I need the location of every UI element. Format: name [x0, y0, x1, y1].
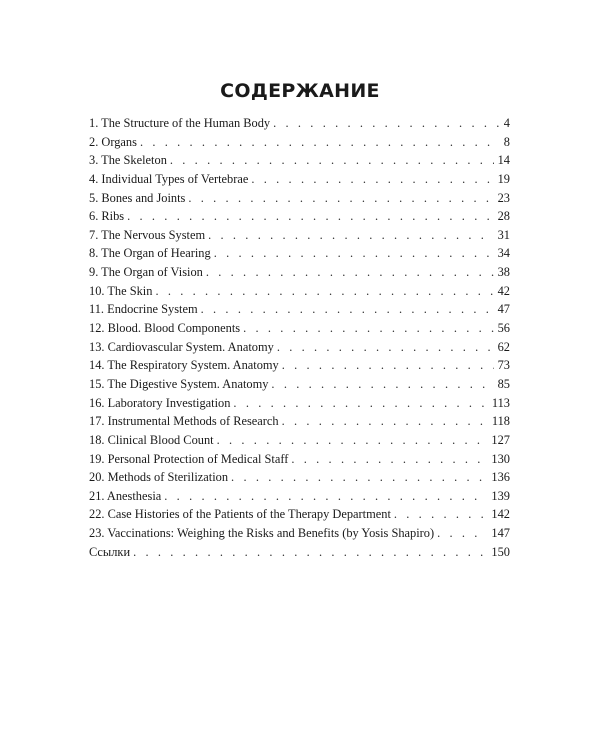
dot-leader: [231, 468, 487, 487]
toc-entry-title: 20. Methods of Sterilization: [89, 470, 229, 485]
toc-page-number: 85: [497, 376, 510, 391]
toc-entry-title: 22. Case Histories of the Patients of the Therapy Department: [89, 507, 391, 522]
toc-entry-title: 16. Laboratory Investigation: [89, 395, 231, 410]
toc-page-number: 8: [503, 134, 510, 149]
toc-entry-title: 21. Anesthesia: [89, 488, 162, 503]
toc-entry: [89, 282, 510, 301]
toc-entry: [89, 543, 510, 562]
toc-entry: [89, 356, 510, 375]
toc-page-number: 23: [497, 190, 510, 205]
dot-leader: [170, 151, 494, 170]
toc-page-number: 34: [497, 246, 510, 261]
toc-entry-title: 11. Endocrine System: [89, 302, 198, 317]
toc-entry-title: 5. Bones and Joints: [89, 190, 186, 205]
toc-entry-title: Ссылки: [89, 544, 131, 559]
toc-entry: [89, 487, 510, 506]
toc-entry: [89, 338, 510, 357]
toc-page-number: 142: [491, 507, 510, 522]
toc-page-number: 28: [497, 209, 510, 224]
toc-entry: [89, 319, 510, 338]
dot-leader: [271, 375, 493, 394]
toc-entry: [89, 170, 510, 189]
toc-entry: [89, 375, 510, 394]
dot-leader: [233, 394, 487, 413]
toc-entry: [89, 133, 510, 152]
dot-leader: [282, 412, 488, 431]
dot-leader: [291, 450, 487, 469]
dot-leader: [214, 244, 494, 263]
toc-entry-title: 10. The Skin: [89, 283, 153, 298]
toc-page-number: 139: [491, 488, 510, 503]
toc-entry-title: 12. Blood. Blood Components: [89, 321, 241, 336]
toc-entry: [89, 244, 510, 263]
dot-leader: [140, 133, 500, 152]
toc-entry: [89, 468, 510, 487]
dot-leader: [164, 487, 487, 506]
toc-page-number: 147: [491, 526, 510, 541]
toc-page-number: 150: [491, 544, 510, 559]
toc-entry: [89, 207, 510, 226]
toc-entry: [89, 226, 510, 245]
toc-entry: [89, 505, 510, 524]
toc-entry-title: 19. Personal Protection of Medical Staff: [89, 451, 289, 466]
toc-entry-title: 6. Ribs: [89, 209, 125, 224]
toc-entry: [89, 412, 510, 431]
toc-page-number: 136: [491, 470, 510, 485]
toc-entry-title: 23. Vaccinations: Weighing the Risks and Benefits (by Yosis Shapiro): [89, 526, 435, 541]
toc-page-number: 4: [503, 116, 510, 130]
toc-entry: [89, 300, 510, 319]
toc-entry-title: 15. The Digestive System. Anatomy: [89, 376, 269, 391]
toc-entry: [89, 189, 510, 208]
toc-entry: [89, 450, 510, 469]
toc-entry-title: 1. The Structure of the Human Body: [89, 116, 271, 130]
toc-entry-title: 8. The Organ of Hearing: [89, 246, 211, 261]
toc-page-number: 118: [491, 414, 510, 429]
toc-entry-title: 4. Individual Types of Vertebrae: [89, 171, 249, 186]
toc-entry: [89, 263, 510, 282]
dot-leader: [206, 263, 494, 282]
toc-page-number: 62: [497, 339, 510, 354]
dot-leader: [201, 300, 494, 319]
dot-leader: [133, 543, 487, 562]
toc-entry-title: 7. The Nervous System: [89, 227, 206, 242]
toc-entry-title: 9. The Organ of Vision: [89, 265, 203, 280]
dot-leader: [251, 170, 493, 189]
dot-leader: [127, 207, 493, 226]
dot-leader: [394, 505, 488, 524]
toc-entry: [89, 114, 510, 133]
toc-entry-title: 17. Instrumental Methods of Research: [89, 414, 279, 429]
toc-page-number: 38: [497, 265, 510, 280]
toc-page-number: 127: [491, 432, 510, 447]
toc-page-number: 73: [497, 358, 510, 373]
toc-page-number: 19: [497, 171, 510, 186]
dot-leader: [155, 282, 493, 301]
toc-page-number: 14: [497, 153, 510, 168]
toc-entry-title: 18. Clinical Blood Count: [89, 432, 214, 447]
toc-entry-title: 3. The Skeleton: [89, 153, 167, 168]
dot-leader: [217, 431, 488, 450]
dot-leader: [243, 319, 494, 338]
dot-leader: [437, 524, 487, 543]
toc-page-number: 47: [497, 302, 510, 317]
toc-page-number: 31: [497, 227, 510, 242]
toc-page-number: 56: [497, 321, 510, 336]
toc-entry: [89, 394, 510, 413]
dot-leader: [282, 356, 494, 375]
toc-page-number: 130: [491, 451, 510, 466]
toc-entry-title: 13. Cardiovascular System. Anatomy: [89, 339, 274, 354]
table-of-contents: [89, 114, 510, 561]
dot-leader: [208, 226, 494, 245]
toc-entry: [89, 151, 510, 170]
toc-page-number: 42: [497, 283, 510, 298]
toc-entry-title: 2. Organs: [89, 134, 137, 149]
page-title: СОДЕРЖАНИЕ: [220, 80, 380, 102]
toc-entry-title: 14. The Respiratory System. Anatomy: [89, 358, 279, 373]
toc-entry: [89, 431, 510, 450]
dot-leader: [188, 189, 493, 208]
dot-leader: [273, 114, 500, 133]
toc-entry: [89, 524, 510, 543]
dot-leader: [277, 338, 494, 357]
toc-page-number: 113: [491, 395, 510, 410]
